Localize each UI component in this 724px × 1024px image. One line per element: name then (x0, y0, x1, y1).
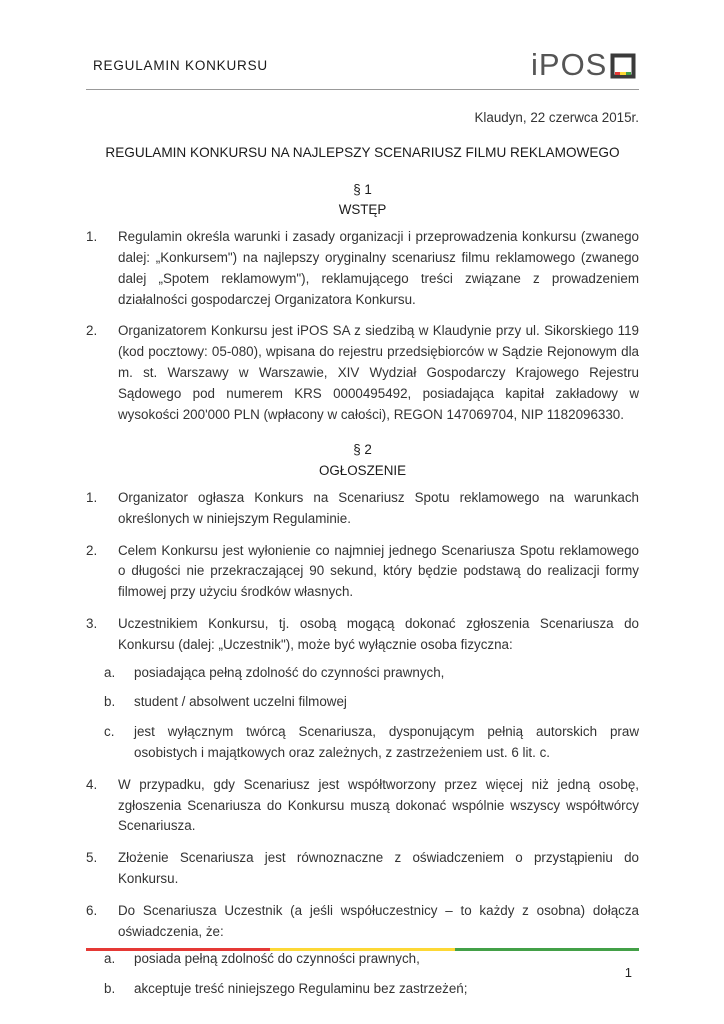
list-item-text: W przypadku, gdy Scenariusz jest współtworzony przez więcej niż jedną osobę, zgłoszenia Scenariusza do Konkursu muszą dokonać wspólnie wszyscy współtwórcy Scenariusza. (118, 776, 639, 834)
section-items (86, 488, 639, 1000)
document-body (86, 108, 639, 1011)
list-item-number: 1. (86, 489, 98, 505)
list-item-text: Organizator ogłasza Konkurs na Scenariusz Spotu reklamowego na warunkach określonych w niniejszym Regulaminie. (118, 489, 639, 526)
list-item-text: Organizatorem Konkursu jest iPOS SA z siedzibą w Klaudynie przy ul. Sikorskiego 119 (kod pocztowy: 05-080), wpisana do rejestru przedsiębiorców w Sądzie Rejonowym dla m. st. Warszawy w Warszawie, XIV Wydział Gospodarczy Krajowego Rejestru Sądowego pod numerem KRS 0000495492, posiadająca kapitał zakładowy w wysokości 200'000 PLN (wpłacony w całości), REGON 147069704, NIP 1182096330. (118, 323, 639, 422)
sub-list-item (86, 949, 639, 970)
header-divider (86, 89, 639, 90)
sub-list-item (86, 663, 639, 684)
list-item-text: Do Scenariusza Uczestnik (a jeśli współuczestnicy – to każdy z osobna) dołącza oświadczenia, że: (118, 902, 639, 939)
sub-item-text: posiadająca pełną zdolność do czynności prawnych, (134, 664, 445, 680)
list-item-text: Celem Konkursu jest wyłonienie co najmniej jednego Scenariusza Spotu reklamowego o długości nie przekraczającej 90 sekund, który będzie podstawą do realizacji formy filmowej przy użyciu środków własnych. (118, 542, 639, 600)
page-number: 1 (624, 965, 632, 980)
sub-item-text: student / absolwent uczelni filmowej (134, 694, 347, 710)
list-item (86, 488, 639, 530)
list-item-number: 2. (86, 323, 98, 339)
logo-yellow-segment (620, 72, 626, 75)
list-item-text: Regulamin określa warunki i zasady organizacji i przeprowadzenia konkursu (zwanego dalej: „Konkursem") na najlepszy oryginalny scenariusz filmu reklamowego (zwanego dalej „Spotem reklamowym"), reklamującego treści związane z prowadzeniem działalności gospodarczej Organizatora Konkursu. (118, 229, 639, 307)
sub-item-text: akceptuje treść niniejszego Regulaminu bez zastrzeżeń; (134, 981, 468, 997)
list-item-text: Złożenie Scenariusza jest równoznaczne z oświadczeniem o przystąpieniu do Konkursu. (118, 850, 639, 886)
sub-list (86, 949, 639, 1000)
footer-bar-yellow (270, 948, 454, 951)
sub-item-letter: a. (104, 664, 116, 680)
sub-list (86, 663, 639, 764)
list-item (86, 541, 639, 603)
list-item (86, 775, 639, 837)
sections-container (86, 180, 639, 1000)
list-item-number: 5. (86, 850, 98, 866)
list-item-number: 6. (86, 902, 98, 918)
list-item-number: 3. (86, 615, 98, 631)
logo-red-segment (615, 72, 620, 75)
sub-item-text: jest wyłącznym twórcą Scenariusza, dysponującym pełnią autorskich praw osobistych i majątkowych oraz zależnych, z zastrzeżeniem ust. 6 lit. c. (134, 724, 639, 760)
list-item-text: Uczestnikiem Konkursu, tj. osobą mogącą dokonać zgłoszenia Scenariusza do Konkursu (dalej: „Uczestnik"), może być wyłącznie osoba fizyczna: (118, 615, 639, 652)
sub-item-letter: b. (104, 694, 116, 710)
list-item-number: 4. (86, 776, 98, 792)
list-item (86, 614, 639, 764)
section-items (86, 227, 639, 425)
document-date: Klaudyn, 22 czerwca 2015r. (474, 110, 639, 125)
sub-list-item (86, 979, 639, 1000)
logo-green-segment (626, 72, 631, 75)
section-number: § 1 (353, 181, 372, 197)
list-item-number: 2. (86, 542, 98, 558)
ipos-logo (531, 47, 636, 81)
sub-item-letter: a. (104, 951, 116, 967)
logo-text: iPOS (531, 46, 608, 82)
document-title: REGULAMIN KONKURSU NA NAJLEPSZY SCENARIUSZ FILMU REKLAMOWEGO (105, 144, 620, 160)
section-heading: OGŁOSZENIE (318, 463, 407, 479)
sub-item-text: posiada pełną zdolność do czynności prawnych, (134, 951, 420, 967)
footer-color-bar (86, 948, 639, 951)
section-heading: WSTĘP (338, 202, 387, 218)
section-number: § 2 (353, 442, 372, 458)
logo-square-icon (610, 53, 636, 79)
list-item (86, 227, 639, 310)
sub-item-letter: c. (104, 724, 115, 740)
list-item-number: 1. (86, 229, 98, 245)
list-item (86, 321, 639, 425)
sub-list-item (86, 722, 639, 764)
list-item (86, 848, 639, 890)
sub-item-letter: b. (104, 981, 116, 997)
header-title: REGULAMIN KONKURSU (93, 58, 268, 73)
footer-bar-green (455, 948, 639, 951)
footer-bar-red (86, 948, 270, 951)
sub-list-item (86, 692, 639, 713)
